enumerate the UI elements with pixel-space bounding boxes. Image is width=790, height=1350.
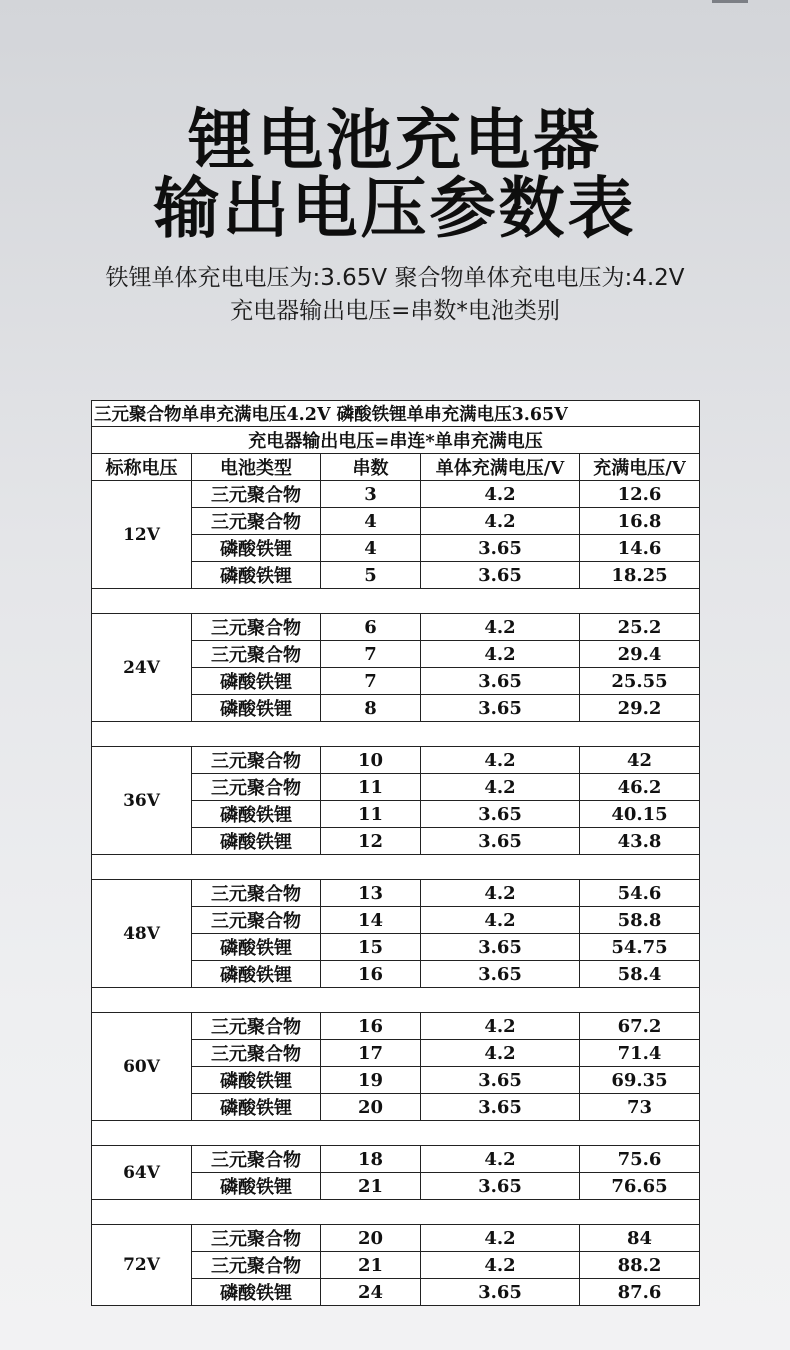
battery-type-cell: 三元聚合物	[192, 907, 321, 934]
series-count-cell: 21	[321, 1173, 421, 1200]
full-voltage-cell: 12.6	[580, 481, 700, 508]
header-cell-rated-voltages: 三元聚合物单串充满电压4.2V 磷酸铁锂单串充满电压3.65V	[92, 401, 700, 427]
full-voltage-cell: 58.4	[580, 961, 700, 988]
spacer-cell	[92, 722, 700, 747]
battery-type-cell: 磷酸铁锂	[192, 961, 321, 988]
spacer-cell	[92, 855, 700, 880]
cell-voltage-cell: 4.2	[421, 1013, 580, 1040]
table-row	[92, 1225, 700, 1252]
cell-voltage-cell: 3.65	[421, 828, 580, 855]
battery-type-cell: 三元聚合物	[192, 1225, 321, 1252]
subtitle-line2: 充电器输出电压=串数*电池类别	[230, 298, 560, 324]
battery-type-cell: 三元聚合物	[192, 481, 321, 508]
full-voltage-cell: 87.6	[580, 1279, 700, 1306]
cell-voltage-cell: 3.65	[421, 1173, 580, 1200]
full-voltage-cell: 73	[580, 1094, 700, 1121]
battery-type-cell: 磷酸铁锂	[192, 801, 321, 828]
full-voltage-cell: 29.2	[580, 695, 700, 722]
nominal-voltage-cell: 24V	[92, 614, 192, 722]
series-count-cell: 4	[321, 535, 421, 562]
voltage-table	[91, 400, 700, 1306]
nominal-voltage-cell: 36V	[92, 747, 192, 855]
battery-type-cell: 磷酸铁锂	[192, 1279, 321, 1306]
voltage-table-container	[91, 400, 699, 1306]
column-header: 单体充满电压/V	[421, 454, 580, 481]
nominal-voltage-cell: 48V	[92, 880, 192, 988]
full-voltage-cell: 88.2	[580, 1252, 700, 1279]
cell-voltage-cell: 4.2	[421, 907, 580, 934]
header-cell-formula: 充电器输出电压=串连*单串充满电压	[92, 427, 700, 454]
cell-voltage-cell: 4.2	[421, 1252, 580, 1279]
full-voltage-cell: 67.2	[580, 1013, 700, 1040]
full-voltage-cell: 75.6	[580, 1146, 700, 1173]
cell-voltage-cell: 4.2	[421, 1225, 580, 1252]
battery-type-cell: 磷酸铁锂	[192, 1173, 321, 1200]
nominal-voltage-cell: 64V	[92, 1146, 192, 1200]
full-voltage-cell: 84	[580, 1225, 700, 1252]
table-row	[92, 1013, 700, 1040]
full-voltage-cell: 69.35	[580, 1067, 700, 1094]
series-count-cell: 18	[321, 1146, 421, 1173]
cell-voltage-cell: 3.65	[421, 1067, 580, 1094]
full-voltage-cell: 54.75	[580, 934, 700, 961]
battery-type-cell: 磷酸铁锂	[192, 1094, 321, 1121]
cell-voltage-cell: 3.65	[421, 695, 580, 722]
cell-voltage-cell: 4.2	[421, 1146, 580, 1173]
battery-type-cell: 磷酸铁锂	[192, 828, 321, 855]
battery-type-cell: 三元聚合物	[192, 1146, 321, 1173]
series-count-cell: 4	[321, 508, 421, 535]
series-count-cell: 21	[321, 1252, 421, 1279]
group-spacer-row	[92, 722, 700, 747]
cell-voltage-cell: 3.65	[421, 1094, 580, 1121]
battery-type-cell: 磷酸铁锂	[192, 535, 321, 562]
page-title-line2: 输出电压参数表	[153, 170, 637, 247]
group-spacer-row	[92, 589, 700, 614]
full-voltage-cell: 43.8	[580, 828, 700, 855]
cell-voltage-cell: 4.2	[421, 481, 580, 508]
battery-type-cell: 磷酸铁锂	[192, 695, 321, 722]
table-row	[92, 481, 700, 508]
series-count-cell: 17	[321, 1040, 421, 1067]
series-count-cell: 20	[321, 1094, 421, 1121]
cell-voltage-cell: 4.2	[421, 774, 580, 801]
table-header-row1	[92, 401, 700, 427]
series-count-cell: 7	[321, 668, 421, 695]
battery-type-cell: 三元聚合物	[192, 880, 321, 907]
column-header-row	[92, 454, 700, 481]
series-count-cell: 16	[321, 961, 421, 988]
spacer-cell	[92, 589, 700, 614]
series-count-cell: 8	[321, 695, 421, 722]
series-count-cell: 13	[321, 880, 421, 907]
full-voltage-cell: 46.2	[580, 774, 700, 801]
cell-voltage-cell: 3.65	[421, 961, 580, 988]
series-count-cell: 19	[321, 1067, 421, 1094]
spacer-cell	[92, 1121, 700, 1146]
table-row	[92, 880, 700, 907]
full-voltage-cell: 40.15	[580, 801, 700, 828]
battery-type-cell: 磷酸铁锂	[192, 1067, 321, 1094]
top-edge-mark	[712, 0, 748, 3]
battery-type-cell: 磷酸铁锂	[192, 934, 321, 961]
full-voltage-cell: 71.4	[580, 1040, 700, 1067]
full-voltage-cell: 76.65	[580, 1173, 700, 1200]
full-voltage-cell: 14.6	[580, 535, 700, 562]
series-count-cell: 20	[321, 1225, 421, 1252]
battery-type-cell: 三元聚合物	[192, 1252, 321, 1279]
series-count-cell: 6	[321, 614, 421, 641]
cell-voltage-cell: 3.65	[421, 668, 580, 695]
column-header: 串数	[321, 454, 421, 481]
full-voltage-cell: 25.55	[580, 668, 700, 695]
full-voltage-cell: 54.6	[580, 880, 700, 907]
nominal-voltage-cell: 60V	[92, 1013, 192, 1121]
group-spacer-row	[92, 855, 700, 880]
nominal-voltage-cell: 72V	[92, 1225, 192, 1306]
cell-voltage-cell: 4.2	[421, 1040, 580, 1067]
cell-voltage-cell: 4.2	[421, 880, 580, 907]
series-count-cell: 16	[321, 1013, 421, 1040]
full-voltage-cell: 42	[580, 747, 700, 774]
series-count-cell: 11	[321, 801, 421, 828]
battery-type-cell: 三元聚合物	[192, 1040, 321, 1067]
subtitle-line1: 铁锂单体充电电压为:3.65V 聚合物单体充电电压为:4.2V	[105, 265, 685, 291]
full-voltage-cell: 18.25	[580, 562, 700, 589]
nominal-voltage-cell: 12V	[92, 481, 192, 589]
cell-voltage-cell: 3.65	[421, 535, 580, 562]
page-title-line1: 锂电池充电器	[188, 102, 602, 179]
table-row	[92, 747, 700, 774]
cell-voltage-cell: 4.2	[421, 614, 580, 641]
series-count-cell: 5	[321, 562, 421, 589]
battery-type-cell: 磷酸铁锂	[192, 562, 321, 589]
full-voltage-cell: 25.2	[580, 614, 700, 641]
cell-voltage-cell: 3.65	[421, 562, 580, 589]
battery-type-cell: 三元聚合物	[192, 747, 321, 774]
cell-voltage-cell: 3.65	[421, 801, 580, 828]
cell-voltage-cell: 4.2	[421, 641, 580, 668]
column-header: 标称电压	[92, 454, 192, 481]
cell-voltage-cell: 3.65	[421, 934, 580, 961]
group-spacer-row	[92, 988, 700, 1013]
series-count-cell: 12	[321, 828, 421, 855]
series-count-cell: 10	[321, 747, 421, 774]
battery-type-cell: 三元聚合物	[192, 641, 321, 668]
series-count-cell: 15	[321, 934, 421, 961]
full-voltage-cell: 29.4	[580, 641, 700, 668]
battery-type-cell: 三元聚合物	[192, 1013, 321, 1040]
table-row	[92, 614, 700, 641]
spacer-cell	[92, 1200, 700, 1225]
battery-type-cell: 三元聚合物	[192, 508, 321, 535]
series-count-cell: 3	[321, 481, 421, 508]
spacer-cell	[92, 988, 700, 1013]
cell-voltage-cell: 4.2	[421, 508, 580, 535]
series-count-cell: 11	[321, 774, 421, 801]
battery-type-cell: 三元聚合物	[192, 614, 321, 641]
series-count-cell: 14	[321, 907, 421, 934]
battery-type-cell: 三元聚合物	[192, 774, 321, 801]
group-spacer-row	[92, 1200, 700, 1225]
table-header-row2	[92, 427, 700, 454]
series-count-cell: 7	[321, 641, 421, 668]
series-count-cell: 24	[321, 1279, 421, 1306]
cell-voltage-cell: 3.65	[421, 1279, 580, 1306]
group-spacer-row	[92, 1121, 700, 1146]
column-header: 电池类型	[192, 454, 321, 481]
battery-type-cell: 磷酸铁锂	[192, 668, 321, 695]
column-header: 充满电压/V	[580, 454, 700, 481]
full-voltage-cell: 16.8	[580, 508, 700, 535]
cell-voltage-cell: 4.2	[421, 747, 580, 774]
table-row	[92, 1146, 700, 1173]
full-voltage-cell: 58.8	[580, 907, 700, 934]
